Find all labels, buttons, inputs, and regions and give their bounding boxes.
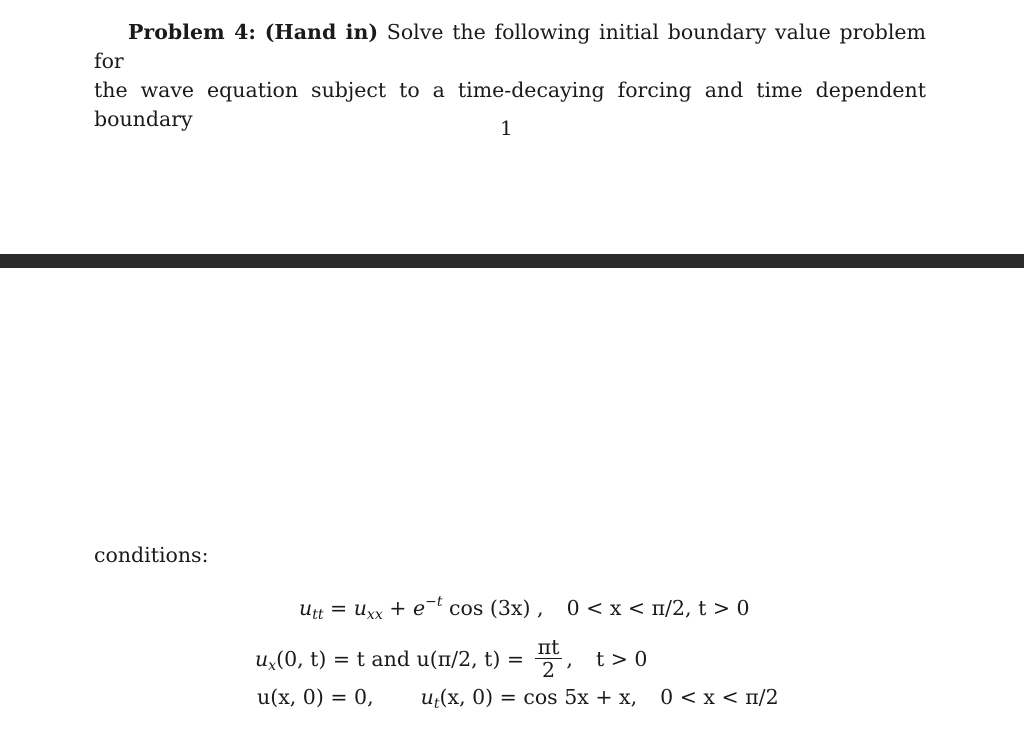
hand-in-label: (Hand in) [264,20,379,44]
pde-domain-t: t > 0 [698,596,750,620]
problem-title: Problem 4: [128,20,256,44]
conditions-label: conditions: [94,543,209,567]
bc-left-subscript: x [268,658,277,674]
bc-and: and [371,647,410,671]
document-page-top [0,0,1024,254]
bc-left-arg: (0, t) = t [276,647,365,671]
page-separator [0,254,1024,268]
bc-right-lhs: u(π/2, t) = [416,647,525,671]
ic-velocity-rest: (x, 0) = cos 5x + x, [439,685,638,709]
pde-exp-power: −t [425,594,443,610]
pde-domain-x: 0 < x < π/2, [566,596,692,620]
page-number: 1 [500,116,513,140]
pde-lhs-subscript: tt [312,607,324,623]
ic-displacement: u(x, 0) = 0, [257,685,374,709]
bc-comma: , [566,647,573,671]
bc-fraction [535,636,563,681]
pde-rhs-subscript: xx [366,607,383,623]
pde-lhs: u [299,596,313,620]
ic-velocity-u: u [420,685,434,709]
bc-domain-t: t > 0 [595,647,648,671]
ic-domain-x: 0 < x < π/2 [660,685,779,709]
initial-conditions [257,685,779,712]
problem-intro-line-2: the wave equation subject to a time-decaying forcing and time dependent boundary [94,78,926,131]
problem-line-1 [94,18,926,76]
bc-left-u: u [255,647,269,671]
ic-velocity-subscript: t [433,696,440,712]
pde-plus: + [389,596,407,620]
bc-fraction-denominator: 2 [541,658,555,682]
wave-equation-pde [299,594,750,623]
bc-fraction-numerator: πt [535,636,563,659]
pde-rhs-u: u [353,596,367,620]
pde-exp-base: e [412,596,426,620]
pde-cos-term: cos (3x) , [449,596,544,620]
boundary-conditions [255,635,648,683]
pde-equals: = [330,596,348,620]
problem-intro-line-1: Solve the following initial boundary value problem for [94,20,926,73]
